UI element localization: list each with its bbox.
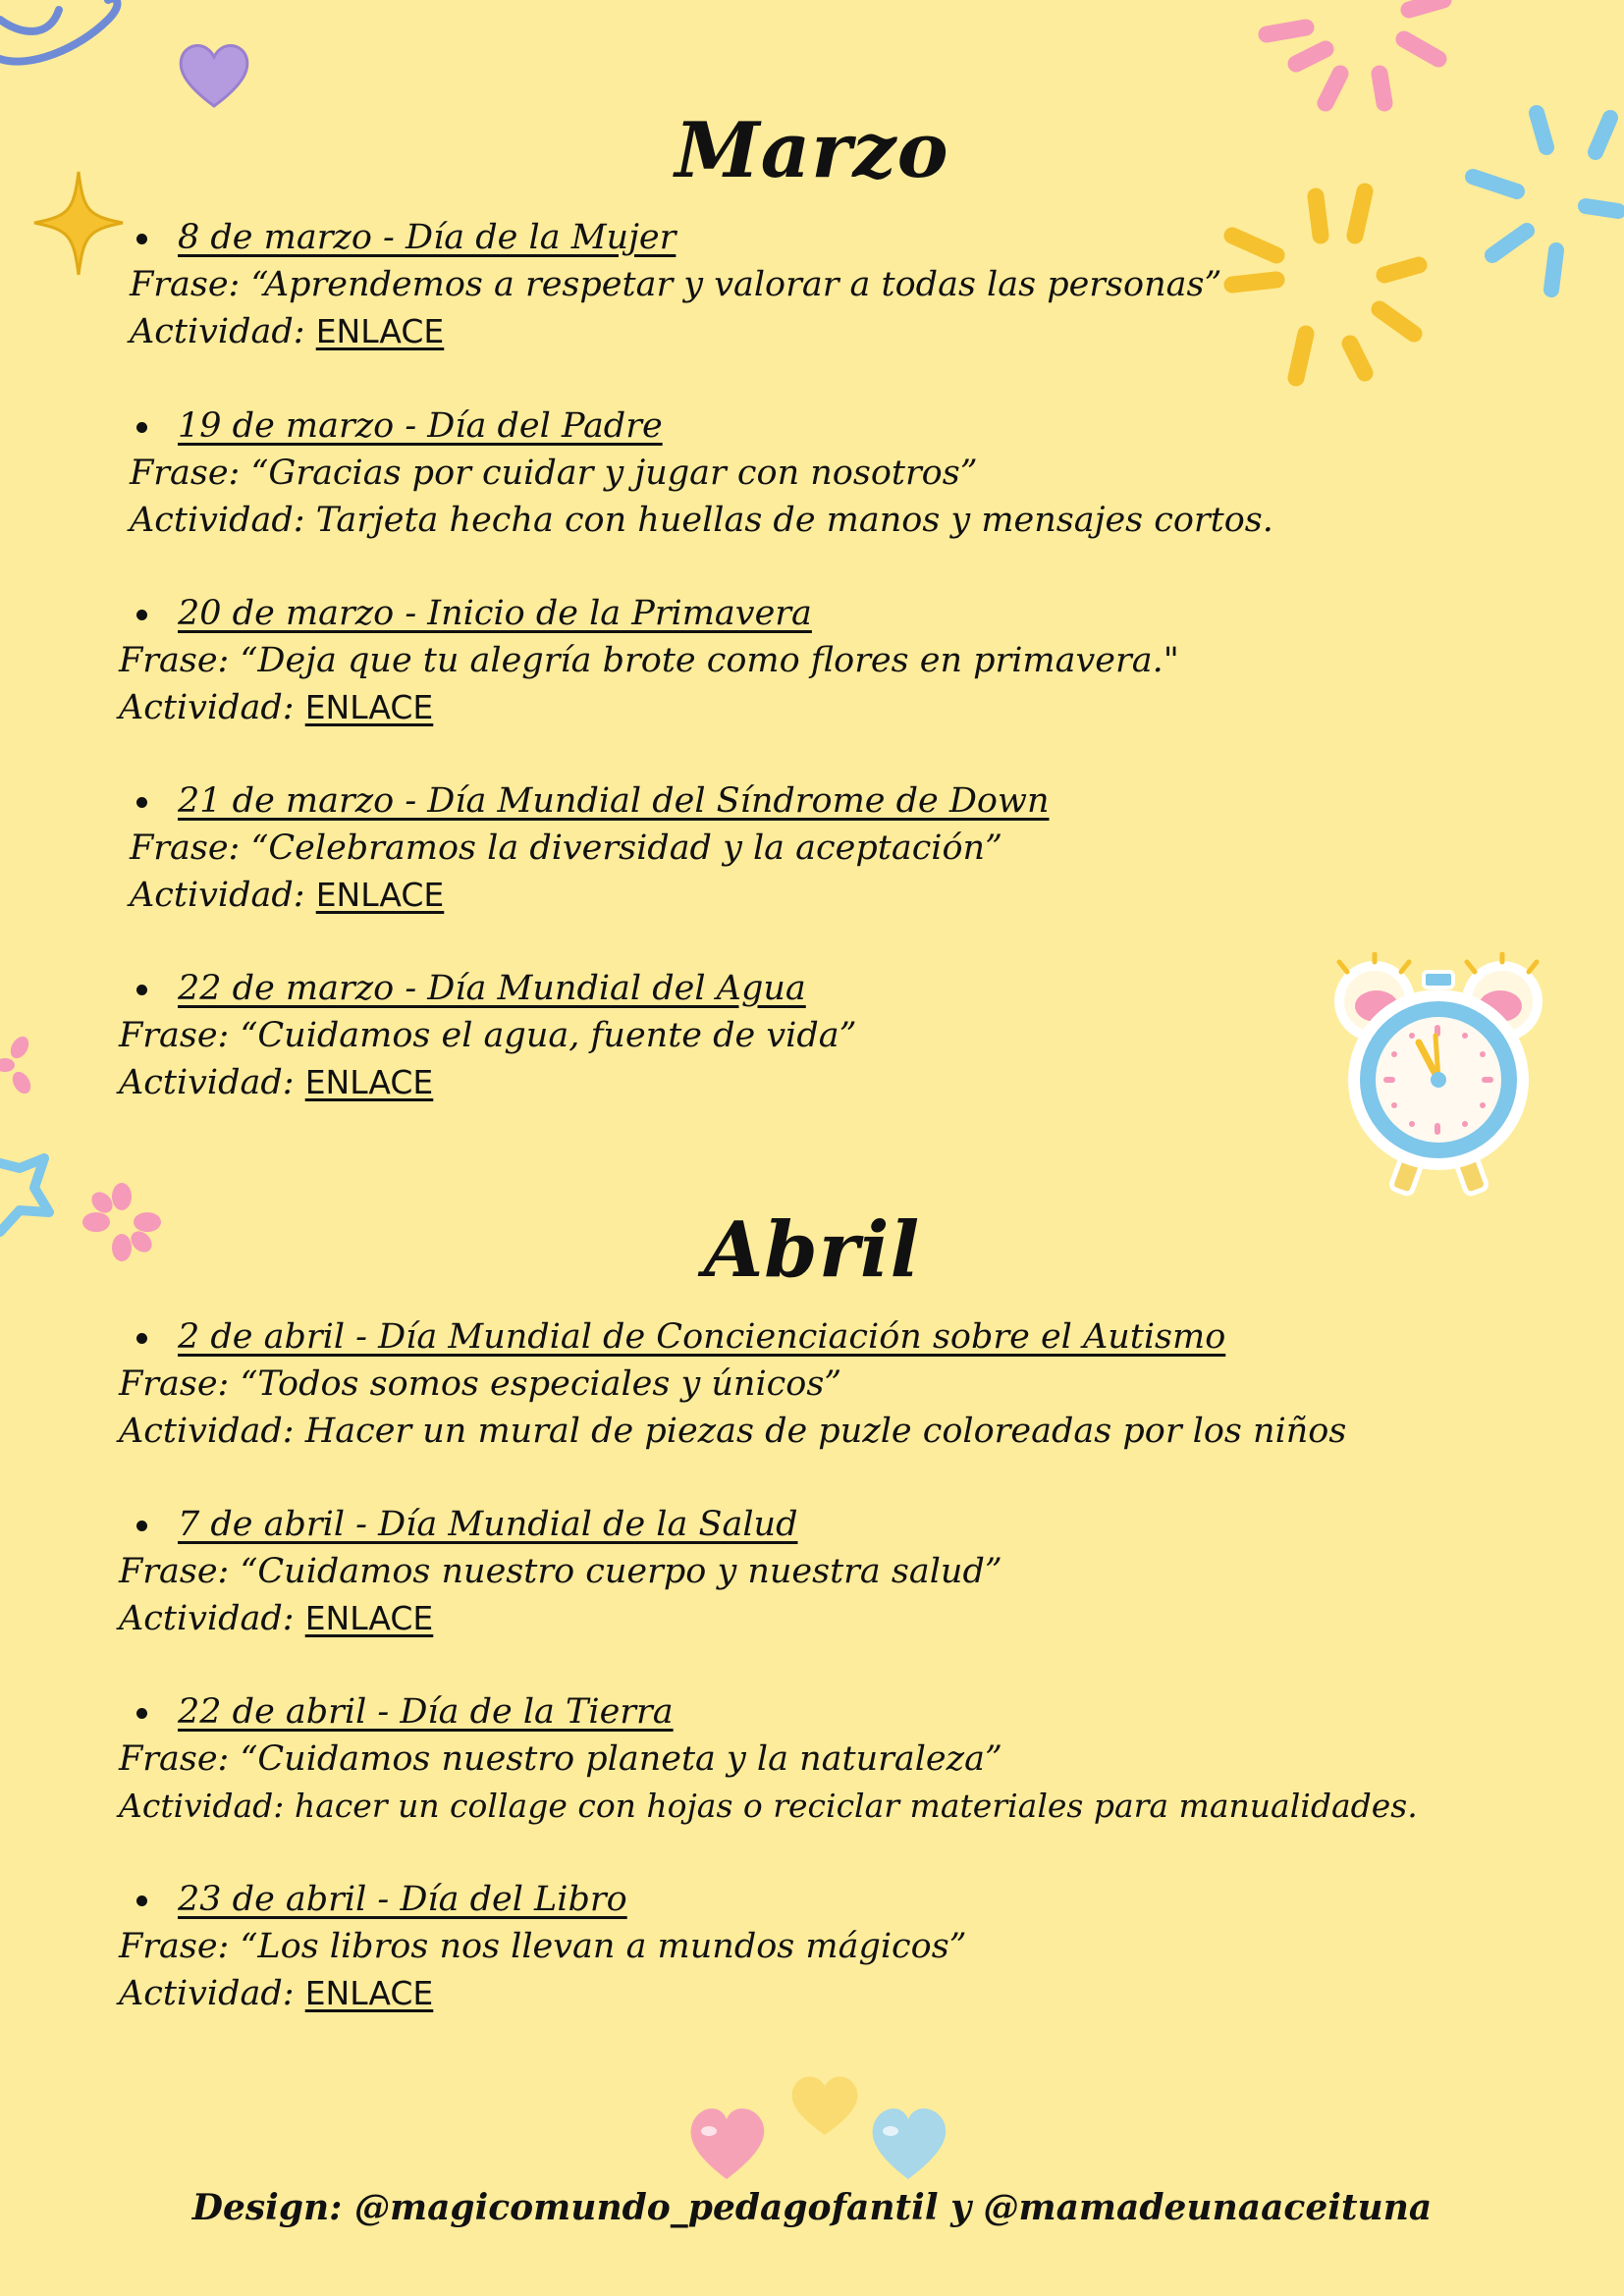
frase-text: “Celebramos la diversidad y la aceptación” — [250, 828, 1002, 868]
bullet — [136, 797, 147, 808]
list-item — [0, 1876, 1571, 2017]
actividad-label: Actividad: — [119, 1974, 305, 2013]
actividad-label: Actividad: — [130, 312, 316, 351]
actividad-label: Actividad: — [130, 501, 316, 540]
list-item — [0, 214, 1571, 355]
list-item — [0, 1688, 1571, 1830]
frase-text: “Aprendemos a respetar y valorar a todas las personas” — [250, 265, 1222, 304]
list-item — [0, 1501, 1571, 1642]
month-title-abril: Abril — [703, 1205, 921, 1295]
pink-burst-icon — [1237, 0, 1463, 118]
frase-label: Frase: — [119, 1016, 241, 1055]
frase-label: Frase: — [130, 265, 251, 304]
actividad-text: Hacer un mural de piezas de puzle coloreadas por los niños — [304, 1412, 1347, 1451]
enlace-link[interactable]: ENLACE — [315, 876, 445, 914]
enlace-link[interactable]: ENLACE — [304, 1599, 434, 1637]
event-date: 20 de marzo - Inicio de la Primavera — [178, 594, 812, 633]
list-item — [0, 965, 1571, 1106]
frase-text: “Cuidamos el agua, fuente de vida” — [240, 1016, 857, 1055]
enlace-link[interactable]: ENLACE — [304, 1063, 434, 1101]
frase-label: Frase: — [119, 1364, 241, 1404]
blue-swirl-icon — [0, 0, 128, 88]
event-date: 8 de marzo - Día de la Mujer — [178, 218, 677, 257]
bullet — [136, 1896, 147, 1906]
actividad-text: Tarjeta hecha con huellas de manos y mensajes cortos. — [315, 501, 1273, 540]
frase-label: Frase: — [119, 1739, 241, 1779]
month-title-marzo: Marzo — [675, 106, 949, 195]
footer-credits: Design: @magicomundo_pedagofantil y @mamadeunaaceituna — [191, 2187, 1433, 2228]
frase-label: Frase: — [130, 454, 251, 493]
enlace-link[interactable]: ENLACE — [304, 1974, 434, 2012]
frase-text: “Deja que tu alegría brote como flores en primavera." — [240, 641, 1179, 680]
actividad-label: Actividad: — [119, 688, 305, 727]
event-date: 7 de abril - Día Mundial de la Salud — [178, 1505, 798, 1544]
bullet — [136, 985, 147, 995]
actividad-label: Actividad: — [119, 1063, 305, 1102]
bullet — [136, 1708, 147, 1719]
enlace-link[interactable]: ENLACE — [304, 688, 434, 726]
event-date: 21 de marzo - Día Mundial del Síndrome de Down — [178, 781, 1050, 821]
frase-label: Frase: — [119, 1552, 241, 1591]
actividad-label: Actividad: — [119, 1599, 305, 1638]
purple-heart-icon — [175, 37, 253, 111]
bullet — [136, 234, 147, 244]
frase-text: “Gracias por cuidar y jugar con nosotros” — [250, 454, 978, 493]
frase-text: “Cuidamos nuestro cuerpo y nuestra salud” — [240, 1552, 1002, 1591]
event-date: 22 de marzo - Día Mundial del Agua — [178, 969, 806, 1008]
list-item — [0, 777, 1571, 919]
frase-text: “Todos somos especiales y únicos” — [240, 1364, 842, 1404]
actividad-label: Actividad: — [119, 1787, 295, 1825]
bullet — [136, 610, 147, 620]
hearts-icon — [677, 2066, 962, 2184]
bullet — [136, 1521, 147, 1531]
frase-label: Frase: — [119, 641, 241, 680]
list-item — [0, 1313, 1571, 1455]
frase-text: “Cuidamos nuestro planeta y la naturaleza” — [240, 1739, 1002, 1779]
event-date: 19 de marzo - Día del Padre — [178, 406, 663, 446]
bullet — [136, 1333, 147, 1344]
actividad-text: hacer un collage con hojas o reciclar materiales para manualidades. — [294, 1787, 1418, 1825]
list-item — [0, 590, 1571, 731]
enlace-link[interactable]: ENLACE — [315, 312, 445, 350]
event-date: 23 de abril - Día del Libro — [178, 1880, 627, 1919]
event-date: 2 de abril - Día Mundial de Concienciación sobre el Autismo — [178, 1317, 1226, 1357]
frase-label: Frase: — [130, 828, 251, 868]
frase-label: Frase: — [119, 1927, 241, 1966]
actividad-label: Actividad: — [130, 876, 316, 915]
frase-text: “Los libros nos llevan a mundos mágicos” — [240, 1927, 967, 1966]
list-item — [0, 402, 1571, 544]
event-date: 22 de abril - Día de la Tierra — [178, 1692, 674, 1732]
bullet — [136, 422, 147, 433]
actividad-label: Actividad: — [119, 1412, 305, 1451]
